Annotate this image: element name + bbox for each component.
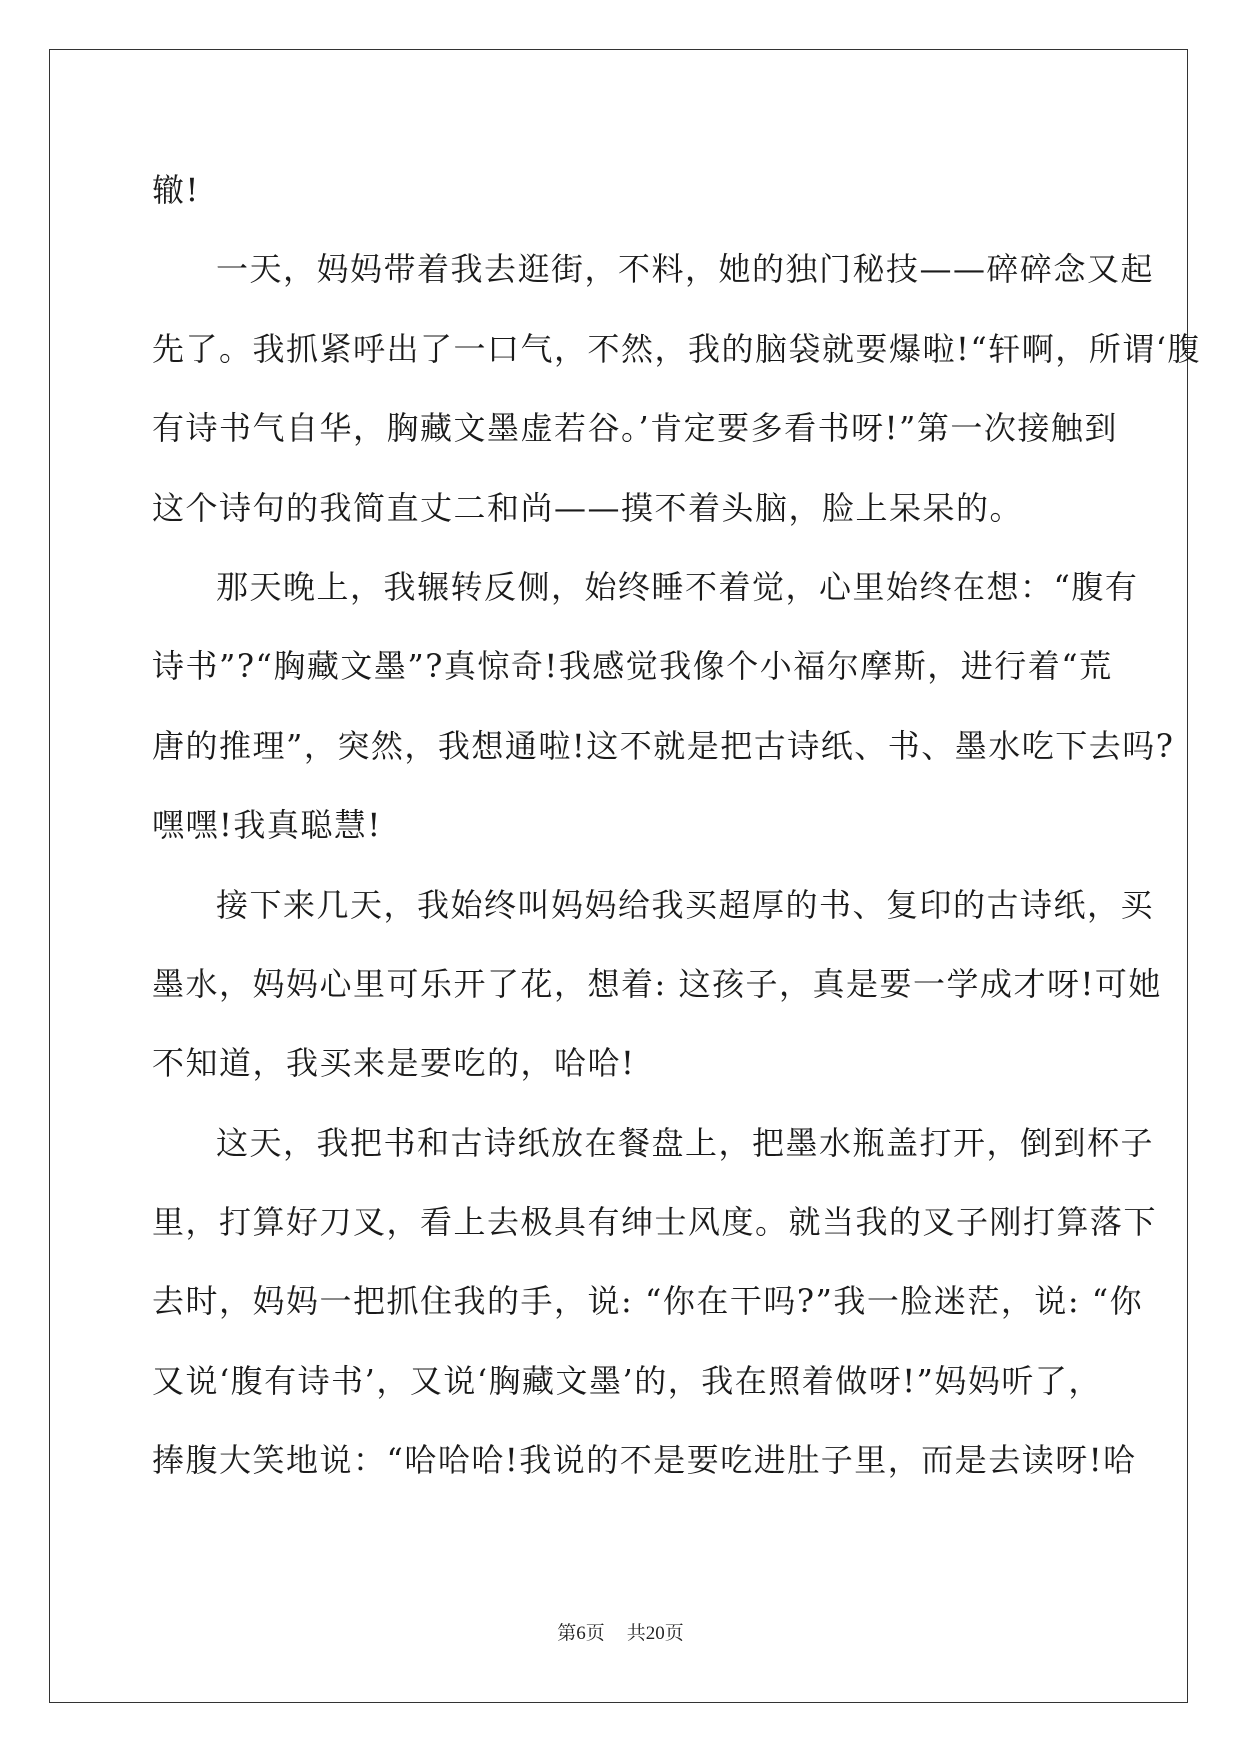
text-line: 辙! xyxy=(152,171,200,209)
page-total: 共20页 xyxy=(626,1623,684,1644)
text-line: 去时，妈妈一把抓住我的手，说: “你在干吗?”我一脸迷茫，说: “你 xyxy=(152,1282,1144,1321)
text-line: 这个诗句的我简直丈二和尚——摸不着头脑，脸上呆呆的。 xyxy=(152,488,1024,527)
page-footer xyxy=(0,1618,1241,1645)
text-line: 诗书”?“胸藏文墨”?真惊奇!我感觉我像个小福尔摩斯，进行着“荒 xyxy=(152,647,1113,686)
text-line: 一天，妈妈带着我去逛街，不料，她的独门秘技——碎碎念又起 xyxy=(216,250,1155,289)
text-line: 接下来几天，我始终叫妈妈给我买超厚的书、复印的古诗纸，买 xyxy=(216,885,1155,924)
text-line: 唐的推理”，突然，我想通啦!这不就是把古诗纸、书、墨水吃下去吗? xyxy=(152,726,1175,765)
text-line: 不知道，我买来是要吃的，哈哈! xyxy=(152,1044,636,1083)
text-line: 先了。我抓紧呼出了一口气，不然，我的脑袋就要爆啦!“轩啊，所谓‘腹 xyxy=(152,329,1201,368)
text-line: 这天，我把书和古诗纸放在餐盘上，把墨水瓶盖打开，倒到杯子 xyxy=(216,1123,1155,1162)
document-body xyxy=(152,162,1201,1512)
text-line: 里，打算好刀叉，看上去极具有绅士风度。就当我的叉子刚打算落下 xyxy=(152,1203,1158,1242)
text-line: 有诗书气自华，胸藏文墨虚若谷。’肯定要多看书呀!”第一次接触到 xyxy=(152,409,1118,448)
text-line: 捧腹大笑地说：“哈哈哈!我说的不是要吃进肚子里，而是去读呀!哈 xyxy=(152,1441,1137,1480)
text-line: 又说‘腹有诗书’，又说‘胸藏文墨’的，我在照着做呀!”妈妈听了， xyxy=(152,1361,1102,1400)
text-line: 那天晚上，我辗转反侧，始终睡不着觉，心里始终在想：“腹有 xyxy=(216,567,1139,606)
page-number: 第6页 xyxy=(557,1623,605,1644)
text-line: 嘿嘿!我真聪慧! xyxy=(152,806,382,845)
text-line: 墨水，妈妈心里可乐开了花，想着: 这孩子，真是要一学成才呀!可她 xyxy=(152,964,1162,1003)
